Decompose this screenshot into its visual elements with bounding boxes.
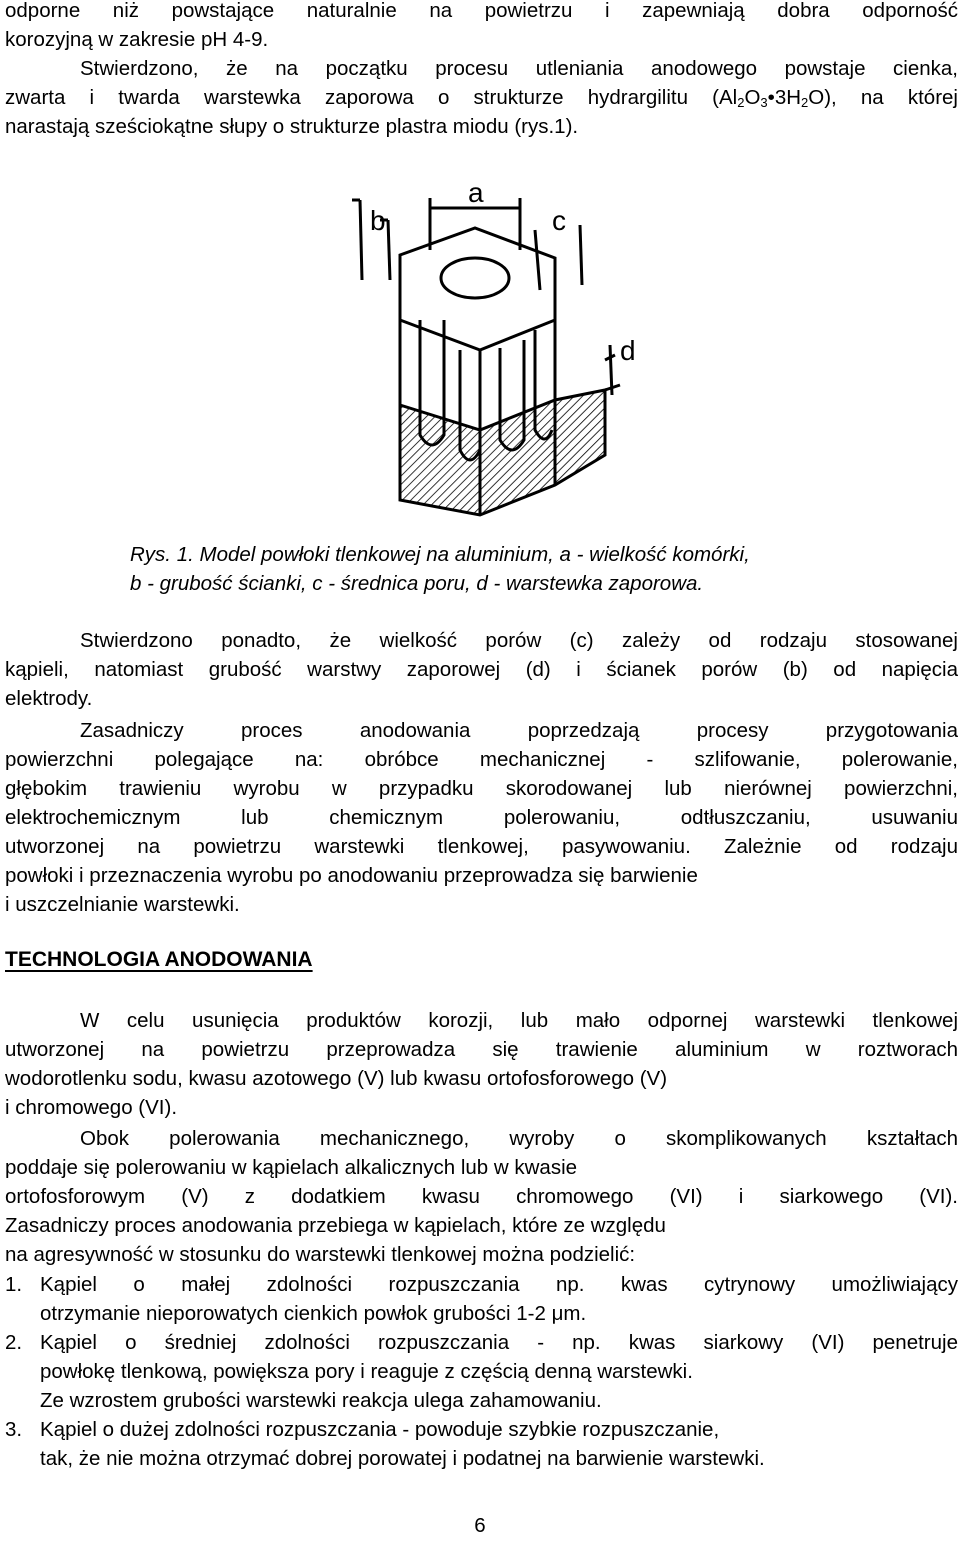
text-line: głębokim trawieniu wyrobu w przypadku skorodowanej lub nierównej powierzchni,	[5, 777, 958, 800]
caption-line: b - grubość ścianki, c - średnica poru, d - warstewka zaporowa.	[130, 572, 704, 595]
paragraph-polishing	[5, 1124, 958, 1269]
text-line: poddaje się polerowaniu w kąpielach alkalicznych lub w kwasie	[5, 1156, 578, 1179]
text-fragment: zwarta i twarda warstewka zaporowa o strukturze hydrargilitu (Al	[5, 86, 738, 109]
text-fragment: •3H	[767, 86, 802, 109]
text-line: korozyjną w zakresie pH 4-9.	[5, 28, 269, 51]
text-line: ortofosforowym (V) z dodatkiem kwasu chromowego (VI) i siarkowego (VI).	[5, 1185, 958, 1208]
text-line: otrzymanie nieporowatych cienkich powłok grubości 1-2 μm.	[40, 1302, 587, 1325]
subscript: 2	[801, 95, 809, 110]
text-line: powierzchni polegające na: obróbce mechanicznej - szlifowanie, polerowanie,	[5, 748, 958, 771]
text-line: tak, że nie można otrzymać dobrej porowatej i podatnej na barwienie warstewki.	[40, 1447, 765, 1470]
text-line: powłoki i przeznaczenia wyrobu po anodowaniu przeprowadza się barwienie	[5, 864, 698, 887]
label-a: a	[468, 180, 484, 208]
oxide-coating-model-figure	[340, 180, 640, 525]
text-line: Obok polerowania mechanicznego, wyroby o skomplikowanych kształtach	[80, 1127, 958, 1150]
text-line: Kąpiel o średniej zdolności rozpuszczania - np. kwas siarkowy (VI) penetruje	[40, 1331, 958, 1354]
text-line: elektrochemicznym lub chemicznym polerowaniu, odtłuszczaniu, usuwaniu	[5, 806, 958, 829]
text-line: powłokę tlenkową, powiększa pory i reaguje z częścią denną warstewki.	[40, 1360, 693, 1383]
paragraph-barrier-layer	[5, 54, 958, 141]
text-line: Kąpiel o małej zdolności rozpuszczania np. kwas cytrynowy umożliwiający	[40, 1273, 958, 1296]
text-line: Zasadniczy proces anodowania poprzedzają procesy przygotowania	[80, 719, 958, 742]
label-b: b	[370, 205, 386, 236]
list-number: 2.	[5, 1331, 23, 1354]
label-d: d	[620, 335, 636, 366]
text-line: utworzonej na powietrzu warstewki tlenkowej, pasywowaniu. Zależnie od rodzaju	[5, 835, 958, 858]
figure-caption	[130, 540, 890, 598]
paragraph-intro	[5, 0, 958, 54]
text-line: W celu usunięcia produktów korozji, lub mało odpornej warstewki tlenkowej	[80, 1009, 958, 1032]
text-line: Stwierdzono ponadto, że wielkość porów (c) zależy od rodzaju stosowanej	[80, 629, 958, 652]
text-line-formula	[5, 83, 958, 112]
text-line: elektrody.	[5, 687, 93, 710]
text-line: Zasadniczy proces anodowania przebiega w kąpielach, które ze względu	[5, 1214, 666, 1237]
text-line: odporne niż powstające naturalnie na powietrzu i zapewniają dobra odporność	[5, 0, 958, 22]
text-line: narastają sześciokątne słupy o strukturze plastra miodu (rys.1).	[5, 115, 579, 138]
text-fragment: O	[744, 86, 761, 109]
bath-types-list	[5, 1270, 958, 1470]
text-line: utworzonej na powietrzu przeprowadza się trawienie aluminium w roztworach	[5, 1038, 958, 1061]
paragraph-etching	[5, 1006, 958, 1122]
page-number: 6	[474, 1514, 486, 1537]
text-line: Kąpiel o dużej zdolności rozpuszczania - powoduje szybkie rozpuszczanie,	[40, 1418, 720, 1441]
section-heading: TECHNOLOGIA ANODOWANIA	[5, 948, 313, 971]
subscript: 2	[737, 95, 745, 110]
text-line: i uszczelnianie warstewki.	[5, 893, 240, 916]
text-line: na agresywność w stosunku do warstewki tlenkowej można podzielić:	[5, 1243, 636, 1266]
list-number: 1.	[5, 1273, 23, 1296]
paragraph-pores	[5, 626, 958, 713]
subscript: 3	[760, 95, 768, 110]
text-line: Ze wzrostem grubości warstewki reakcja ulega zahamowaniu.	[40, 1389, 602, 1412]
text-fragment: O), na której	[808, 86, 958, 109]
text-line: wodorotlenku sodu, kwasu azotowego (V) lub kwasu ortofosforowego (V)	[5, 1067, 668, 1090]
caption-line: Rys. 1. Model powłoki tlenkowej na aluminium, a - wielkość komórki,	[130, 543, 750, 566]
text-line: i chromowego (VI).	[5, 1096, 178, 1119]
text-line: kąpieli, natomiast grubość warstwy zaporowej (d) i ścianek porów (b) od napięcia	[5, 658, 958, 681]
paragraph-process	[5, 716, 958, 919]
label-c: c	[552, 205, 566, 236]
text-line: Stwierdzono, że na początku procesu utleniania anodowego powstaje cienka,	[80, 57, 958, 80]
list-number: 3.	[5, 1418, 23, 1441]
